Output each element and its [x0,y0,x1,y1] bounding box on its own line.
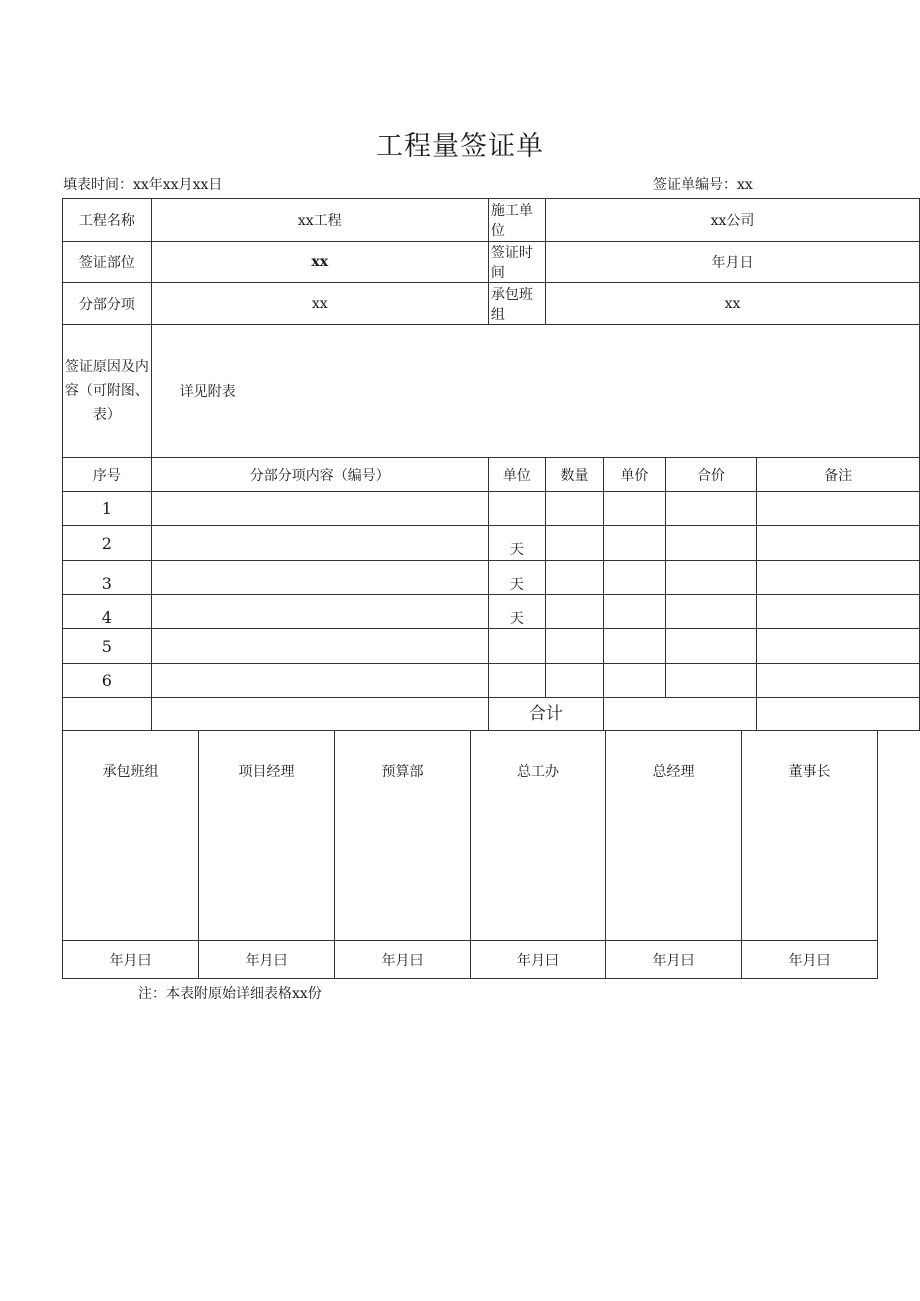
row-unit-text: 天 [509,576,524,593]
row-unit-price [603,492,665,526]
signoff-role: 总经理 [606,731,742,941]
row-content [151,629,488,664]
signoff-role: 预算部 [335,731,471,941]
total-label: 合计 [488,698,603,731]
row-no-text: 3 [101,574,112,593]
reason-value: 详见附表 [151,325,919,458]
signoff-date: 年月曰 [335,941,471,979]
signoff-table [62,730,878,979]
location-label: 签证部位 [63,242,152,283]
signoff-role: 项目经理 [199,731,335,941]
table-row [63,664,920,698]
row-remarks [757,561,920,595]
team-label: 承包班组 [488,283,545,325]
row-amount [665,595,756,629]
project-name-value: xx工程 [151,199,488,242]
signoff-role: 承包班组 [63,731,199,941]
header-no: 序号 [63,458,152,492]
row-remarks [757,664,920,698]
total-remarks [757,698,920,731]
row-quantity [545,664,603,698]
row-quantity [545,595,603,629]
header-quantity: 数量 [545,458,603,492]
contractor-label: 施工单位 [488,199,545,242]
row-unit-price [603,561,665,595]
subitem-value: xx [151,283,488,325]
table-row [63,629,920,664]
row-unit [488,526,545,561]
row-content [151,526,488,561]
cert-time-label: 签证时间 [488,242,545,283]
signoff-date: 年月曰 [606,941,742,979]
row-unit-price [603,595,665,629]
page-title: 工程量签证单 [376,131,544,162]
row-amount [665,664,756,698]
location-value: xx [151,242,488,283]
row-unit-price [603,526,665,561]
row-no [63,561,152,595]
footnote: 注：本表附原始详细表格xx份 [138,986,322,1002]
row-unit-text: 天 [509,610,524,627]
row-quantity [545,561,603,595]
header-unit: 单位 [488,458,545,492]
row-unit-price [603,629,665,664]
signoff-date: 年月曰 [199,941,335,979]
row-quantity [545,629,603,664]
row-remarks [757,492,920,526]
row-unit [488,595,545,629]
table-row [63,561,920,595]
header-remarks: 备注 [757,458,920,492]
row-content [151,492,488,526]
signoff-date: 年月曰 [742,941,878,979]
row-unit [488,561,545,595]
total-content [151,698,488,731]
row-no: 5 [63,629,152,664]
table-row [63,595,920,629]
header-unit-price: 单价 [603,458,665,492]
row-no: 6 [63,664,152,698]
signoff-role: 董事长 [742,731,878,941]
row-remarks [757,629,920,664]
row-no: 2 [63,526,152,561]
header-amount: 合价 [665,458,756,492]
row-no: 1 [63,492,152,526]
row-quantity [545,526,603,561]
total-row [63,698,920,731]
row-remarks [757,526,920,561]
cert-number: 签证单编号：xx [653,177,753,193]
contractor-value: xx公司 [545,199,919,242]
table-row [63,492,920,526]
row-unit [488,629,545,664]
signoff-date: 年月曰 [63,941,199,979]
row-unit [488,492,545,526]
row-amount [665,629,756,664]
row-unit [488,664,545,698]
row-amount [665,561,756,595]
row-no [63,595,152,629]
subitem-label: 分部分项 [63,283,152,325]
total-blank [63,698,152,731]
row-unit-text: 天 [509,542,524,558]
signoff-role: 总工办 [471,731,606,941]
row-content [151,664,488,698]
project-name-label: 工程名称 [63,199,152,242]
row-content [151,595,488,629]
table-row [63,526,920,561]
row-quantity [545,492,603,526]
row-amount [665,526,756,561]
header-content: 分部分项内容（编号） [151,458,488,492]
row-amount [665,492,756,526]
certificate-table [62,198,920,731]
fill-time: 填表时间：xx年xx月xx日 [63,177,223,193]
cert-time-value: 年月日 [545,242,919,283]
team-value: xx [545,283,919,325]
reason-label: 签证原因及内容（可附图、表） [63,325,152,458]
row-unit-price [603,664,665,698]
row-remarks [757,595,920,629]
row-no-text: 4 [101,608,112,627]
total-value [603,698,756,731]
row-content [151,561,488,595]
signoff-date: 年月曰 [471,941,606,979]
